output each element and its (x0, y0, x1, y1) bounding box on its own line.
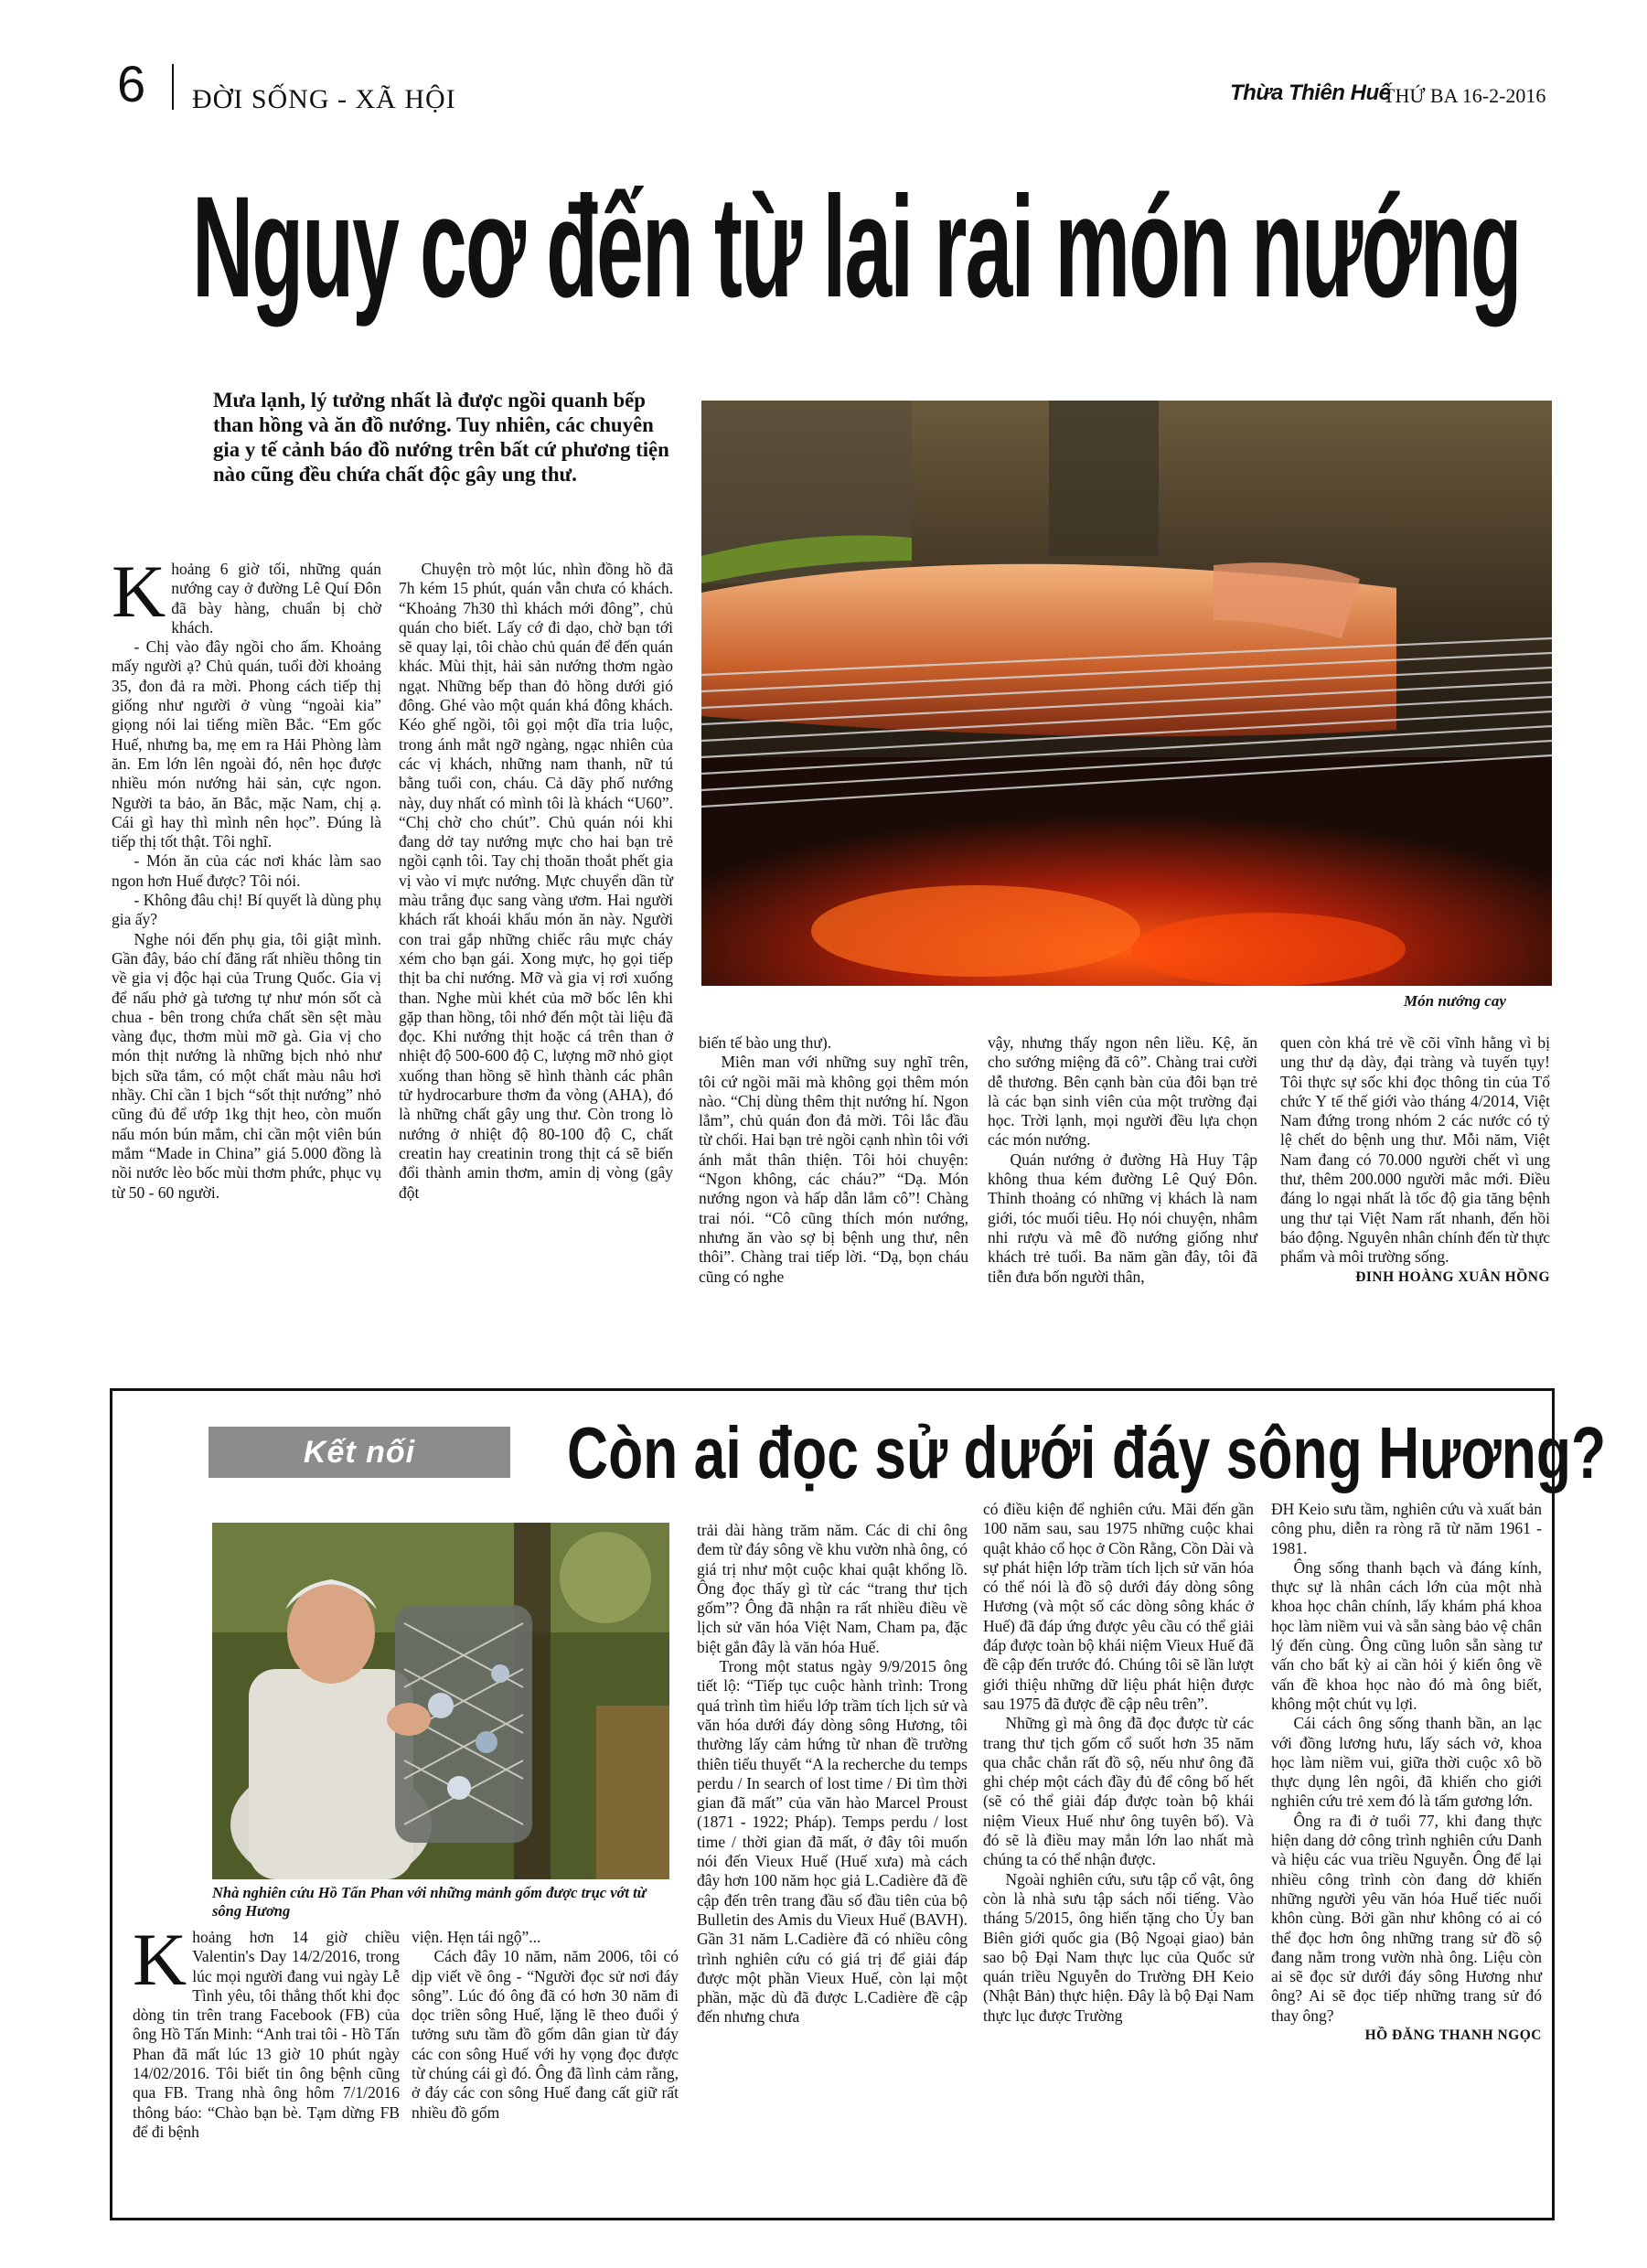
masthead: Thừa Thiên Huế (1230, 80, 1391, 105)
paragraph: Miên man với những suy nghĩ trên, tôi cứ ngồi mãi mà không gọi thêm món nào. “Chị dùng thêm thịt nướng hí. Ngon lắm”, chủ quán đon đả mời. Tôi lắc đầu từ chối. Hai bạn trẻ ngồi cạnh nhìn tôi với ánh mắt thân thiện. Tôi hỏi chuyện: “Ngon không, các cháu?” “Dạ. Món nướng ngon và hấp dẫn lắm cô”! Chàng trai nói. “Cô cũng thích món nướng, nhưng ăn vào sợ bị bệnh ung thư, nên thôi”. Chàng trai tiếp lời. “Dạ, bọn cháu cũng có nghe (699, 1053, 968, 1286)
boxed-column-1 (133, 1918, 400, 2142)
article-column-4 (988, 1033, 1257, 1287)
article-column-5 (1280, 1033, 1550, 1287)
article-column-1 (112, 550, 381, 1203)
issue-date: THỨ BA 16-2-2016 (1383, 84, 1546, 107)
paragraph: Nghe nói đến phụ gia, tôi giật mình. Gần đây, báo chí đăng rất nhiều thông tin về gia vị độc hại của Trung Quốc. Gia vị để nấu phở gà tương tự như món sốt cà chua - bên trong chứa chất sền sệt màu vàng đục, thơm mùi mỡ gà. Gia vị cho món thịt nướng là những bịch nhỏ như bịch sữa tắm, có một chất màu nâu hơi nhầy. Chỉ cần 1 bịch “sốt thịt nướng” nhỏ cũng đủ để ướp 1kg thịt heo, còn muốn nấu món bún mắm, chỉ cần một viên bún mắm “Made in China” giá 5.000 đồng là nồi nước lèo bốc mùi thơm phức, phục vụ từ 50 - 60 người. (112, 929, 381, 1202)
paragraph: ĐH Keio sưu tầm, nghiên cứu và xuất bản công phu, diễn ra ròng rã từ năm 1961 - 1981. (1271, 1500, 1542, 1557)
paragraph: có điều kiện để nghiên cứu. Mãi đến gần 100 năm sau, sau 1975 những cuộc khai quật khảo cổ học ở Cồn Rằng, Cồn Dài và sự phát hiện lớp trầm tích lịch sử văn hóa có thể nói là đồ sộ dưới đáy dòng sông Hương (và một số các dòng sông khác ở Huế) đã đáp ứng được yêu cầu có thể giải đáp được toàn bộ khái niệm Vieux Huế đã đề cập đến trước đó. Chúng tôi sẽ lần lượt giới thiệu những dữ liệu phát hiện được sau 1975 đã được đề cập nêu trên”. (983, 1500, 1255, 1713)
boxed-column-5 (1271, 1500, 1542, 2045)
paragraph: hoảng hơn 14 giờ chiều Valentin's Day 14/2/2016, trong lúc mọi người đang vui ngày Lễ Tình yêu, tôi thẳng thốt khi đọc dòng tin trên trang Facebook (FB) của ông Hồ Tấn Minh: “Anh trai tôi - Hồ Tấn Phan đã mất lúc 13 giờ 10 phút ngày 14/02/2016. Tôi biết tin ông bệnh cũng qua FB. Trang nhà ông hôm 7/1/2016 thông báo: “Chào bạn bè. Tạm dừng FB để đi bệnh (133, 1928, 400, 2141)
boxed-column-3 (697, 1521, 968, 2027)
paragraph: - Món ăn của các nơi khác làm sao ngon hơn Huế được? Tôi nói. (112, 851, 381, 890)
header-divider (172, 64, 174, 110)
paragraph: trải dài hàng trăm năm. Các di chỉ ông đem từ đáy sông về khu vườn nhà ông, có giá trị như một cuộc khai quật khổng lồ. Ông đọc thấy gì từ các “trang thư tịch gốm”? Ông đã nhận ra rất nhiều điều về lịch sử văn hóa Việt Nam, Cham pa, đặc biệt gắn đây là văn hóa Huế. (697, 1521, 968, 1656)
paragraph: Cái cách ông sống thanh bần, an lạc với đồng lương hưu, lấy sách vở, khoa học làm niềm vui, giữa thời cuộc xô bồ thực dụng lên ngôi, đã khiến cho giới nghiên cứu trẻ xem đó là tấm gương lớn. (1271, 1714, 1542, 1811)
paragraph: vậy, nhưng thấy ngon nên liều. Kệ, ăn cho sướng miệng đã cô”. Chàng trai cười dễ thương. Bên cạnh bàn của đôi bạn trẻ là các bạn sinh viên của một trường đại học. Trời lạnh, mọi người đều lựa chọn các món nướng. (988, 1033, 1257, 1150)
boxed-column-2 (412, 1928, 679, 2123)
boxed-column-4 (983, 1500, 1254, 2026)
paragraph: - Chị vào đây ngồi cho ấm. Khoảng mấy người ạ? Chủ quán, tuổi đời khoảng 35, đon đả ra mời. Phong cách tiếp thị giống như người ở vùng “ngoài kia” giọng nói lai tiếng miền Bắc. “Em gốc Huế, nhưng ba, mẹ em ra Hải Phòng làm ăn. Em lớn lên ngoài đó, nên học được nhiều món nướng hải sản, cực ngon. Người ta bảo, ăn Bắc, mặc Nam, chị ạ. Cái gì hay thì mình nên học”. Đúng là tiếp thị tốt thật. Tôi nghĩ. (112, 637, 381, 851)
paragraph: Chuyện trò một lúc, nhìn đồng hồ đã 7h kém 15 phút, quán vẫn chưa có khách. “Khoảng 7h30 thì khách mới đông”, chủ quán cho biết. Lấy cớ đi dạo, chờ bạn tới sẽ quay lại, tôi chào chủ quán để đến quán khác. Mùi thịt, hải sản nướng thơm ngào ngạt. Những bếp than đỏ hồng dưới gió đông. Ghé vào một quán khá đông khách. Kéo ghế ngồi, tôi gọi một dĩa tria luộc, trong ánh mắt ngỡ ngàng, ngạc nhiên của các vị khách, những nam thanh, nữ tú bằng tuổi con, cháu. Cả dãy phố nướng này, duy nhất có mình tôi là khách “U60”. “Chị chờ cho chút”. Chủ quán nói khi đang dở tay nướng mực cho hai bạn trẻ ngồi cạnh tôi. Tay chị thoăn thoắt phết gia vị vào vỉ mực nướng. Mực chuyển dần từ màu trắng đục sang vàng ươm. Hai người khách rất khoái khẩu món ăn này. Người con trai gắp những chiếc râu mực cháy xém cho bạn gái. Xong mực, họ gọi tiếp thịt ba chỉ nướng. Mỡ và gia vị rơi xuống than. Nghe mùi khét của mỡ bốc lên khi gặp than hồng, tôi nhớ đến một tài liệu đã đọc. Khi nướng thịt hoặc cá trên than ở nhiệt độ 500-600 độ C, lượng mỡ nhỏ giọt xuống than hồng sẽ hình thành các phân tử hydrocarbure thơm đa vòng (AHA), đó là những chất gây ung thư. Còn trong lò nướng ở nhiệt độ 80-100 độ C, chất creatin hay creatinin trong thịt cá sẽ biến đổi thành amin thơm, amin dị vòng (gây đột (399, 560, 673, 1202)
researcher-illustration (212, 1523, 669, 1879)
paragraph: biến tế bào ung thư). (699, 1033, 832, 1052)
paragraph: Ngoài nghiên cứu, sưu tập cổ vật, ông còn là nhà sưu tập sách nổi tiếng. Vào tháng 5/2015, ông hiến tặng cho Ủy ban Biên giới quốc gia (Bộ Ngoại giao) bản sao bộ Đại Nam thực lục của Quốc sử quán triều Nguyễn do Trường ĐH Keio (Nhật Bản) thực hiện. Đây là bộ Đại Nam thực lục được Trường (983, 1869, 1254, 2025)
drop-cap: K (133, 1918, 187, 2001)
paragraph: Cách đây 10 năm, năm 2006, tôi có dịp viết về ông - “Người đọc sử nơi đáy sông”. Lúc đó ông đã có hơn 30 năm đi dọc triền sông Huế, lặng lẽ theo đuổi ý tưởng sưu tầm đồ gốm dân gian từ đáy các con sông Huế với hy vọng đọc được từ chúng cái gì đó. Ông đã lình cảm rằng, ở đáy các con sông Huế đang cất giữ rất nhiều đồ gốm (412, 1947, 679, 2122)
drop-cap: K (112, 550, 166, 633)
paragraph: - Không đâu chị! Bí quyết là dùng phụ gia ấy? (112, 891, 381, 929)
paragraph: Quán nướng ở đường Hà Huy Tập không thua kém đường Lê Quý Đôn. Thỉnh thoảng có những vị khách là nam giới, tóc muối tiêu. Họ nói chuyện, nhâm nhi rượu và mê đồ nướng giống như khách trẻ tuổi. Ba năm gần đây, tôi đã tiễn đưa bốn người thân, (988, 1150, 1257, 1286)
paragraph: Ông sống thanh bạch và đáng kính, thực sự là nhân cách lớn của một nhà khoa học chân chính, lấy khám phá khoa học làm niềm vui và sẵn sàng bảo vệ chân lý đến cùng. Ông cũng luôn sẵn sàng tư vấn cho bất kỳ ai cần hỏi ý kiến ông về vấn đề khoa học nào đó mà ông biết, không một chút vụ lợi. (1271, 1557, 1542, 1713)
paragraph: viện. Hẹn tái ngộ”... (412, 1928, 541, 1946)
photo-caption: Nhà nghiên cứu Hồ Tấn Phan với những mảnh gốm được trục vớt từ sông Hương (212, 1884, 647, 1920)
paragraph: Những gì mà ông đã đọc được từ các trang thư tịch gốm cổ suốt hơn 35 năm qua chắc chắn rất đồ sộ, nếu như ông đã ghi chép một cách đầy đủ để công bố hết (sẽ có thể giải đáp được toàn bộ khái niệm Vieux Huế như ông tuyên bố). Và đó sẽ là điều may mắn lớn lao nhất mà chúng ta có thể nhận được. (983, 1714, 1254, 1869)
article-column-3 (699, 1033, 968, 1287)
paragraph: hoảng 6 giờ tối, những quán nướng cay ở đường Lê Quí Đôn đã bày hàng, chuẩn bị chờ khách. (171, 560, 381, 637)
author-byline: ĐINH HOÀNG XUÂN HỒNG (1355, 1268, 1550, 1285)
paragraph: Ông ra đi ở tuổi 77, khi đang thực hiện dang dở công trình nghiên cứu Danh và hiệu các vua triều Nguyễn. Ông để lại nhiều công trình còn đang dở khiến những người yêu văn hóa Huế tiếc nuối khôn cùng. Bởi gần như không có ai có thể đọc hơn ông những trang sử đồ sộ đang nằm trong vườn nhà ông. Liệu còn ai sẽ đọc sử dưới đáy sông Hương như ông? Ai sẽ đọc tiếp những trang sử đó thay ông? (1271, 1811, 1542, 2025)
grilled-food-photo (701, 401, 1552, 986)
photo-caption: Món nướng cay (1404, 992, 1506, 1010)
author-byline: HỒ ĐĂNG THANH NGỌC (1364, 2027, 1542, 2044)
article-lead: Mưa lạnh, lý tưởng nhất là được ngồi quanh bếp than hồng và ăn đồ nướng. Tuy nhiên, các chuyên gia y tế cảnh báo đồ nướng trên bất cứ phương tiện nào cũng đều chứa chất độc gây ung thư. (213, 389, 669, 486)
rubric-label: Kết nối (303, 1435, 416, 1470)
grill-illustration (701, 401, 1552, 986)
article-column-2 (399, 560, 673, 1203)
page-number: 6 (117, 55, 146, 112)
paragraph: quen còn khá trẻ về cõi vĩnh hằng vì bị ung thư dạ dày, đại tràng và tuyến tụy! Tôi thực sự sốc khi đọc thông tin của Tổ chức Y tế thế giới vào tháng 4/2014, Việt Nam đứng trong nhóm 2 các nước có tỷ lệ chết do bệnh ung thư. Mỗi năm, Việt Nam đang có 70.000 người chết vì ung thư, thêm 200.000 người mắc mới. Điều đáng lo ngại nhất là tốc độ gia tăng bệnh ung thư tại Việt Nam rất nhanh, đến hồi báo động. Nguyên nhân chính đến từ thực phẩm và môi trường sống. (1280, 1033, 1550, 1267)
article-headline: Nguy cơ đến từ lai rai món nướng (192, 166, 1521, 327)
researcher-photo (212, 1523, 669, 1879)
boxed-article-headline: Còn ai đọc sử dưới đáy sông Hương? (567, 1412, 1607, 1493)
section-title: ĐỜI SỐNG - XÃ HỘI (192, 84, 456, 114)
paragraph: Trong một status ngày 9/9/2015 ông tiết lộ: “Tiếp tục cuộc hành trình: Trong quá trình tìm hiểu lớp trầm tích lịch sử và văn hóa dưới đáy dòng sông Hương, tôi thường lấy cảm hứng từ nhan đề trường thiên tiểu thuyết “A la recherche du temps perdu / In search of lost time / Đi tìm thời gian đã mất” của văn hào Marcel Proust (1871 - 1922; Pháp). Temps perdu / lost time / thời gian đã mất, ở đây tôi muốn nói đến Vieux Huế (Huế xưa) mà cách đây hơn 100 năm học giả L.Cadière đã đề cập đến trên trang đầu số đầu tiên của bộ Bulletin des Amis du Vieux Huế (BAVH). Gần 31 năm L.Cadière đã có nhiều công trình nghiên cứu có giá trị để giải đáp được một phần Vieux Huế, còn lại một phần, mặc dù đã được L.Cadière đề cập đến nhưng chưa (697, 1657, 968, 2027)
